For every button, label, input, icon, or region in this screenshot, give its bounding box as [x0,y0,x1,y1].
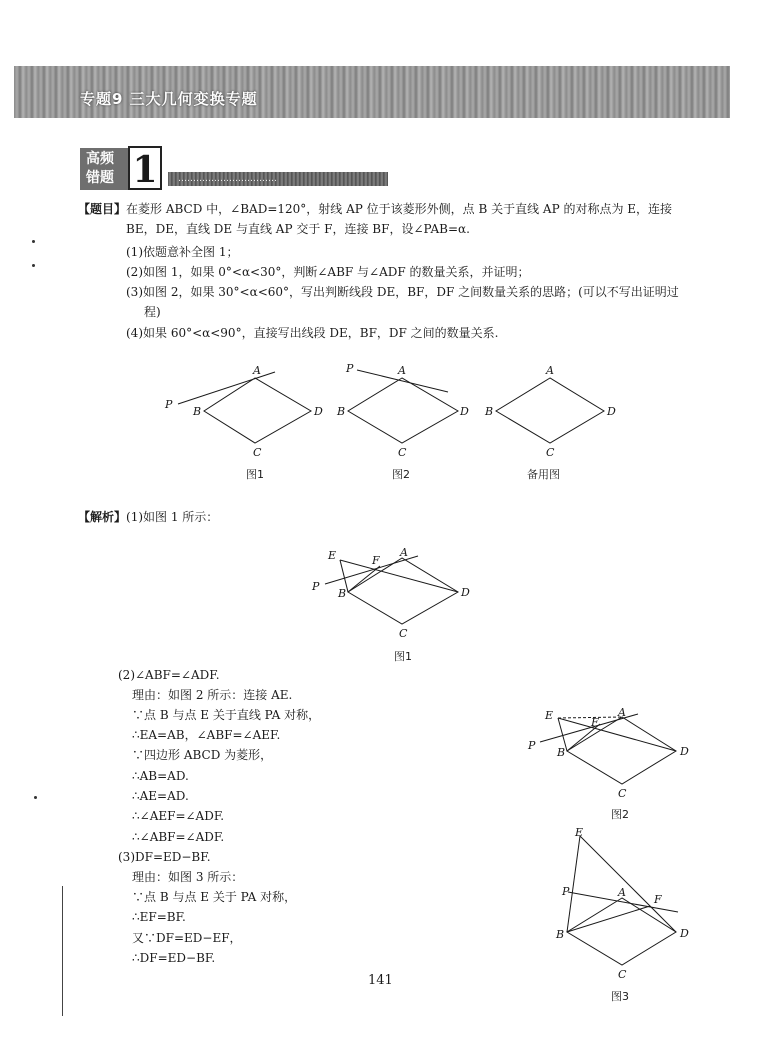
solution-2-line-8: ∴∠ABF=∠ADF. [132,830,225,844]
spare-label-b: B [485,405,494,418]
badge-strip: …………………………… [168,172,388,186]
solution-3-line-1: 理由：如图 3 所示： [132,870,244,884]
fig2-label-a: A [398,364,406,377]
solution-3-line-2: ∵点 B 与点 E 关于 PA 对称， [132,890,297,904]
sol3-label-c: C [618,968,627,981]
sol1-label-f: F [372,554,380,567]
solution-line-1 [78,508,218,526]
sol2-label-f: F [591,716,599,729]
fig1-label-b: B [193,405,202,418]
badge-label-bottom: 错题 [86,170,114,186]
solution-2-title: (2)∠ABF=∠ADF. [118,668,220,682]
fig1-label-c: C [253,446,262,459]
question-4: (4)如果 60°<α<90°，直接写出线段 DE，BF，DF 之间的数量关系. [126,326,499,340]
chapter-title: 专题9 三大几何变换专题 [80,90,258,108]
sol2-label-b: B [557,746,566,759]
solution-text-1: (1)如图 1 所示： [126,510,219,524]
sol1-label-a: A [400,546,408,559]
spare-label-c: C [546,446,555,459]
sol3-label-b: B [556,928,565,941]
sol1-label-c: C [399,627,408,640]
spare-figure-caption: 备用图 [527,468,560,481]
solution-2-line-5: ∴AB=AD. [132,769,189,783]
fig2-label-d: D [460,405,469,418]
solution-2-line-4: ∵四边形 ABCD 为菱形， [132,748,273,762]
question-3-cont: 程) [144,305,161,319]
problem-tag: 【题目】 [78,202,127,216]
sol2-label-d: D [680,745,689,758]
sol3-label-f: F [654,893,662,906]
scan-dot [34,796,37,799]
solution-tag: 【解析】 [78,510,127,524]
sol1-label-d: D [461,586,470,599]
solution-2-line-3: ∴EA=AB，∠ABF=∠AEF. [132,728,281,742]
solution-3-line-3: ∴EF=BF. [132,910,186,924]
sol2-label-c: C [618,787,627,800]
badge-label-top: 高频 [86,151,114,167]
solution-2-line-1: 理由：如图 2 所示：连接 AE. [132,688,293,702]
spare-label-a: A [546,364,554,377]
sol3-label-p: P [562,885,570,898]
fig1-caption: 图1 [246,468,264,481]
fig2-label-b: B [337,405,346,418]
solution-3-line-5: ∴DF=ED−BF. [132,951,216,965]
sol2-label-p: P [528,739,536,752]
sol3-label-e: E [575,826,584,839]
sol1-label-b: B [338,587,347,600]
fig1-label-a: A [253,364,261,377]
problem-text-1: 在菱形 ABCD 中，∠BAD=120°，射线 AP 位于该菱形外侧，点 B 关于直线 AP 的对称点为 E，连接 [126,202,673,216]
fig2-label-p: P [346,362,354,375]
sol-fig2-caption: 图2 [611,808,629,821]
sol2-label-a: A [618,706,626,719]
binding-line [62,886,63,1016]
sol1-label-p: P [312,580,320,593]
sol1-label-e: E [328,549,337,562]
spare-label-d: D [607,405,616,418]
solution-3-line-4: 又∵DF=ED−EF， [132,931,242,945]
sol3-label-d: D [680,927,689,940]
solution-2-line-7: ∴∠AEF=∠ADF. [132,809,225,823]
solution-2-line-6: ∴AE=AD. [132,789,189,803]
sol2-label-e: E [545,709,554,722]
sol-fig3-caption: 图3 [611,990,629,1003]
solution-3-title: (3)DF=ED−BF. [118,850,211,864]
fig2-label-c: C [398,446,407,459]
question-3: (3)如图 2，如果 30°<α<60°，写出判断线段 DE，BF，DF 之间数量关系的思路；(可以不写出证明过 [126,285,679,299]
question-1: (1)依题意补全图 1； [126,245,239,259]
problem-line-2: BE，DE，直线 DE 与直线 AP 交于 F，连接 BF，设∠PAB=α. [126,222,470,236]
scan-dot [32,240,35,243]
fig1-label-p: P [165,398,173,411]
sol3-label-a: A [618,886,626,899]
sol-fig1-caption: 图1 [394,650,412,663]
page-number: 141 [368,973,393,988]
solution-2-line-2: ∵点 B 与点 E 关于直线 PA 对称， [132,708,321,722]
question-2: (2)如图 1，如果 0°<α<30°，判断∠ABF 与∠ADF 的数量关系，并证明； [126,265,530,279]
badge-number: 1 [128,146,162,190]
scan-dot [32,264,35,267]
fig2-caption: 图2 [392,468,410,481]
fig1-label-d: D [314,405,323,418]
